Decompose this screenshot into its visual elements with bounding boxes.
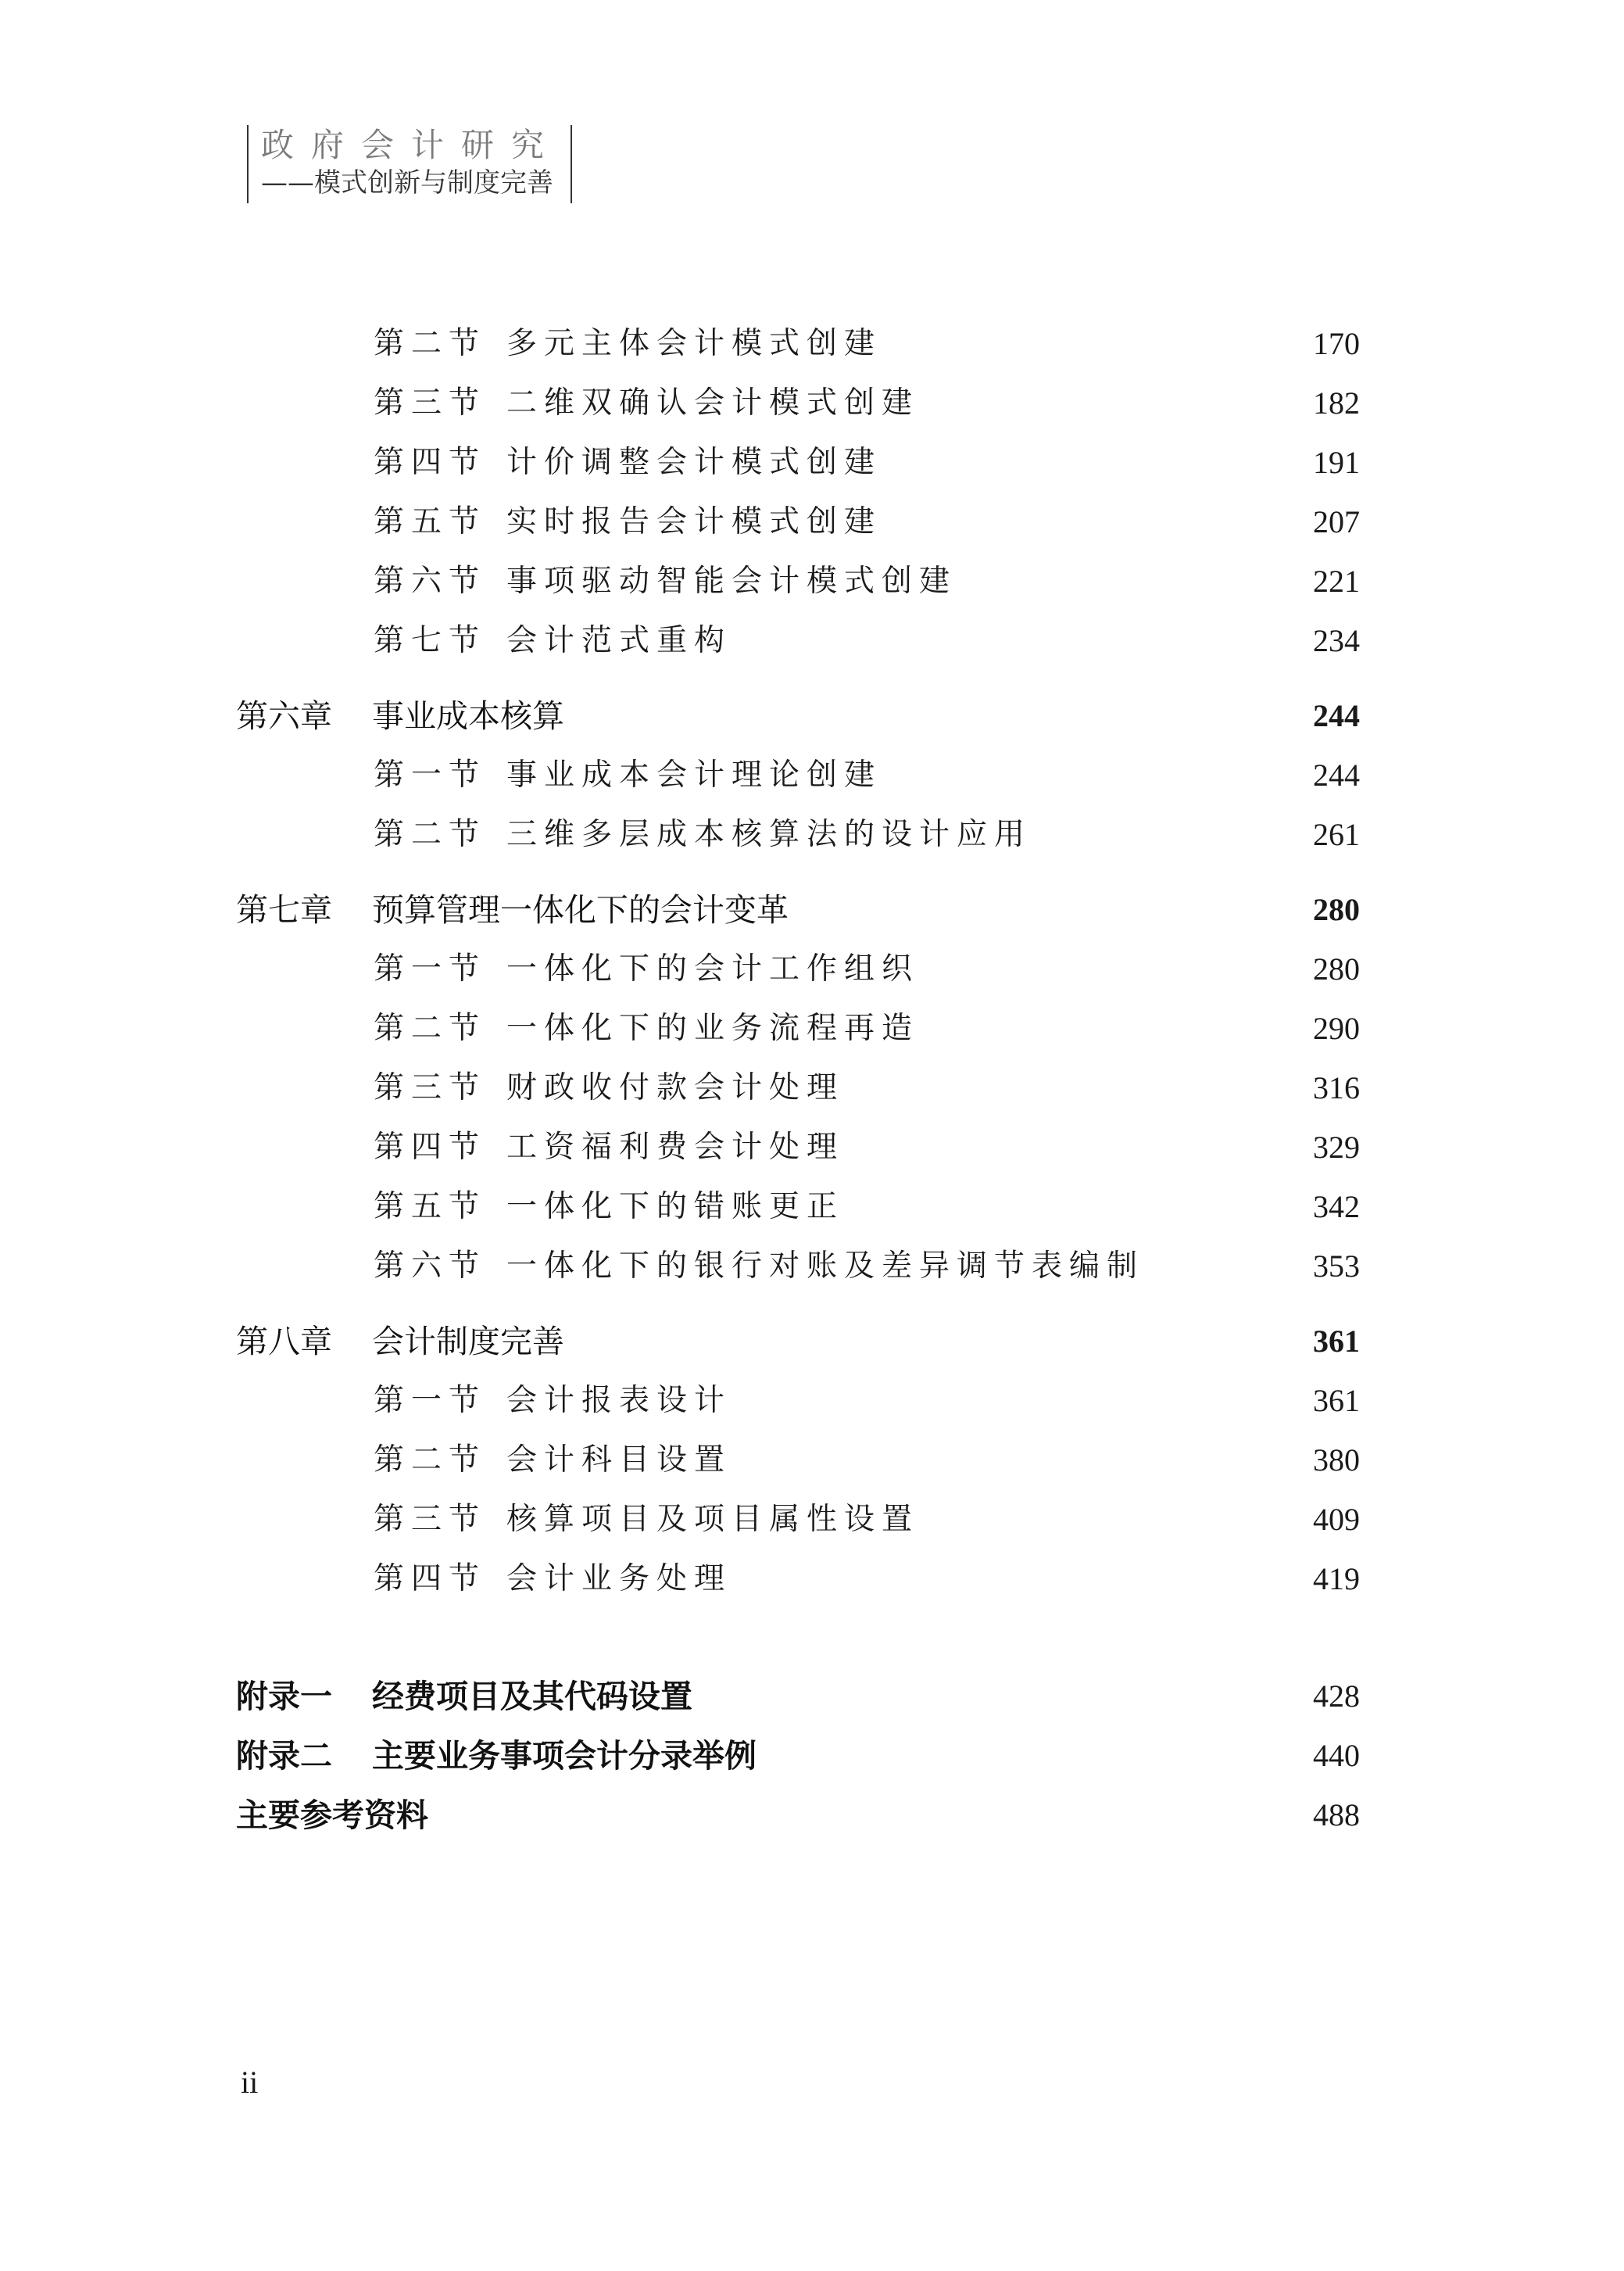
toc-entry-number: 第七章 [236, 891, 332, 929]
toc-entry-number: 第二节 [374, 1011, 487, 1046]
toc-entry-title: 财政收付款会计处理 [506, 1070, 845, 1105]
toc-entry-number: 第五节 [374, 504, 487, 539]
toc-entry-number: 第三节 [374, 385, 487, 421]
toc-entry-title: 主要业务事项会计分录举例 [372, 1737, 757, 1775]
toc-entry-page: 380 [1313, 1442, 1360, 1478]
toc-entry-section [0, 1496, 1624, 1543]
toc-entry-section [0, 499, 1624, 546]
book-subtitle: ——模式创新与制度完善 [261, 167, 553, 199]
toc-entry-page: 329 [1313, 1130, 1360, 1165]
toc-entry-number: 第八章 [236, 1323, 332, 1360]
toc-entry-number: 第一节 [374, 951, 487, 987]
toc-entry-page: 342 [1313, 1189, 1360, 1224]
toc-entry-number: 第三节 [374, 1070, 487, 1105]
toc-entry-title: 实时报告会计模式创建 [506, 504, 882, 539]
toc-entry-number: 第六节 [374, 1248, 487, 1284]
toc-entry-number: 第六节 [374, 564, 487, 599]
toc-entry-page: 280 [1313, 951, 1360, 987]
toc-entry-title: 经费项目及其代码设置 [372, 1678, 692, 1715]
toc-entry-page: 170 [1313, 326, 1360, 361]
toc-entry-chapter [0, 1318, 1624, 1365]
toc-entry-section [0, 752, 1624, 799]
toc-entry-title: 计价调整会计模式创建 [506, 445, 882, 480]
toc-entry-page: 419 [1313, 1561, 1360, 1596]
toc-entry-page: 261 [1313, 817, 1360, 852]
book-title: 政府会计研究 [261, 126, 562, 164]
toc-entry-page: 191 [1313, 445, 1360, 480]
toc-entry-title: 事业成本核算 [372, 697, 564, 735]
toc-entry-section [0, 1065, 1624, 1112]
toc-entry-section [0, 618, 1624, 664]
toc-entry-page: 221 [1313, 564, 1360, 599]
toc-entry-appendix [0, 1673, 1624, 1720]
toc-entry-section [0, 1005, 1624, 1052]
toc-entry-appendix [0, 1732, 1624, 1779]
toc-entry-section [0, 1184, 1624, 1230]
toc-entry-page: 353 [1313, 1248, 1360, 1284]
toc-entry-title: 会计范式重构 [506, 623, 732, 658]
toc-entry-page: 316 [1313, 1070, 1360, 1105]
toc-entry-title: 核算项目及项目属性设置 [506, 1502, 920, 1537]
toc-entry-title: 工资福利费会计处理 [506, 1130, 845, 1165]
toc-entry-number: 第六章 [236, 697, 332, 735]
toc-entry-page: 280 [1313, 892, 1360, 927]
toc-entry-title: 一体化下的银行对账及差异调节表编制 [506, 1248, 1145, 1284]
toc-entry-title: 三维多层成本核算法的设计应用 [506, 817, 1032, 852]
toc-entry-number: 第二节 [374, 1442, 487, 1478]
toc-entry-page: 361 [1313, 1383, 1360, 1418]
toc-entry-title: 会计科目设置 [506, 1442, 732, 1478]
toc-entry-section [0, 946, 1624, 993]
toc-entry-title: 事项驱动智能会计模式创建 [506, 564, 957, 599]
toc-entry-number: 第一节 [374, 1383, 487, 1418]
toc-entry-page: 361 [1313, 1324, 1360, 1359]
toc-entry-section [0, 558, 1624, 605]
toc-entry-section [0, 1556, 1624, 1603]
toc-entry-section [0, 1243, 1624, 1290]
toc-entry-title: 主要参考资料 [236, 1796, 428, 1834]
toc-entry-title: 一体化下的会计工作组织 [506, 951, 920, 987]
toc-entry-page: 488 [1313, 1797, 1360, 1832]
toc-entry-title: 事业成本会计理论创建 [506, 758, 882, 793]
toc-entry-title: 会计报表设计 [506, 1383, 732, 1418]
toc-entry-chapter [0, 887, 1624, 933]
toc-entry-page: 290 [1313, 1011, 1360, 1046]
toc-entry-number: 附录二 [236, 1737, 332, 1775]
toc-entry-page: 234 [1313, 623, 1360, 658]
page-number: ii [241, 2065, 259, 2100]
toc-entry-section [0, 811, 1624, 858]
toc-entry-number: 第四节 [374, 1130, 487, 1165]
toc-entry-number: 第二节 [374, 326, 487, 361]
toc-entry-page: 244 [1313, 758, 1360, 793]
toc-entry-title: 预算管理一体化下的会计变革 [372, 891, 789, 929]
toc-entry-number: 第一节 [374, 758, 487, 793]
toc-entry-page: 244 [1313, 698, 1360, 733]
toc-entry-page: 440 [1313, 1738, 1360, 1773]
toc-entry-page: 207 [1313, 504, 1360, 539]
toc-entry-title: 会计业务处理 [506, 1561, 732, 1596]
toc-entry-section [0, 380, 1624, 427]
toc-entry-number: 第五节 [374, 1189, 487, 1224]
toc-entry-title: 会计制度完善 [372, 1323, 564, 1360]
toc-entry-number: 第四节 [374, 445, 487, 480]
toc-entry-page: 409 [1313, 1502, 1360, 1537]
toc-entry-section [0, 1437, 1624, 1484]
toc-entry-section [0, 1124, 1624, 1171]
toc-entry-section [0, 439, 1624, 486]
toc-entry-section [0, 321, 1624, 367]
toc-entry-number: 第七节 [374, 623, 487, 658]
toc-entry-title: 一体化下的错账更正 [506, 1189, 845, 1224]
toc-entry-section [0, 1377, 1624, 1424]
toc-entry-number: 第三节 [374, 1502, 487, 1537]
toc-entry-title: 二维双确认会计模式创建 [506, 385, 920, 421]
toc-entry-page: 182 [1313, 385, 1360, 421]
toc-entry-reference [0, 1792, 1624, 1839]
toc-entry-title: 一体化下的业务流程再造 [506, 1011, 920, 1046]
toc-entry-number: 附录一 [236, 1678, 332, 1715]
toc-entry-title: 多元主体会计模式创建 [506, 326, 882, 361]
toc-entry-chapter [0, 693, 1624, 740]
toc-entry-page: 428 [1313, 1678, 1360, 1714]
running-header [247, 125, 572, 203]
toc-entry-number: 第二节 [374, 817, 487, 852]
toc-entry-number: 第四节 [374, 1561, 487, 1596]
